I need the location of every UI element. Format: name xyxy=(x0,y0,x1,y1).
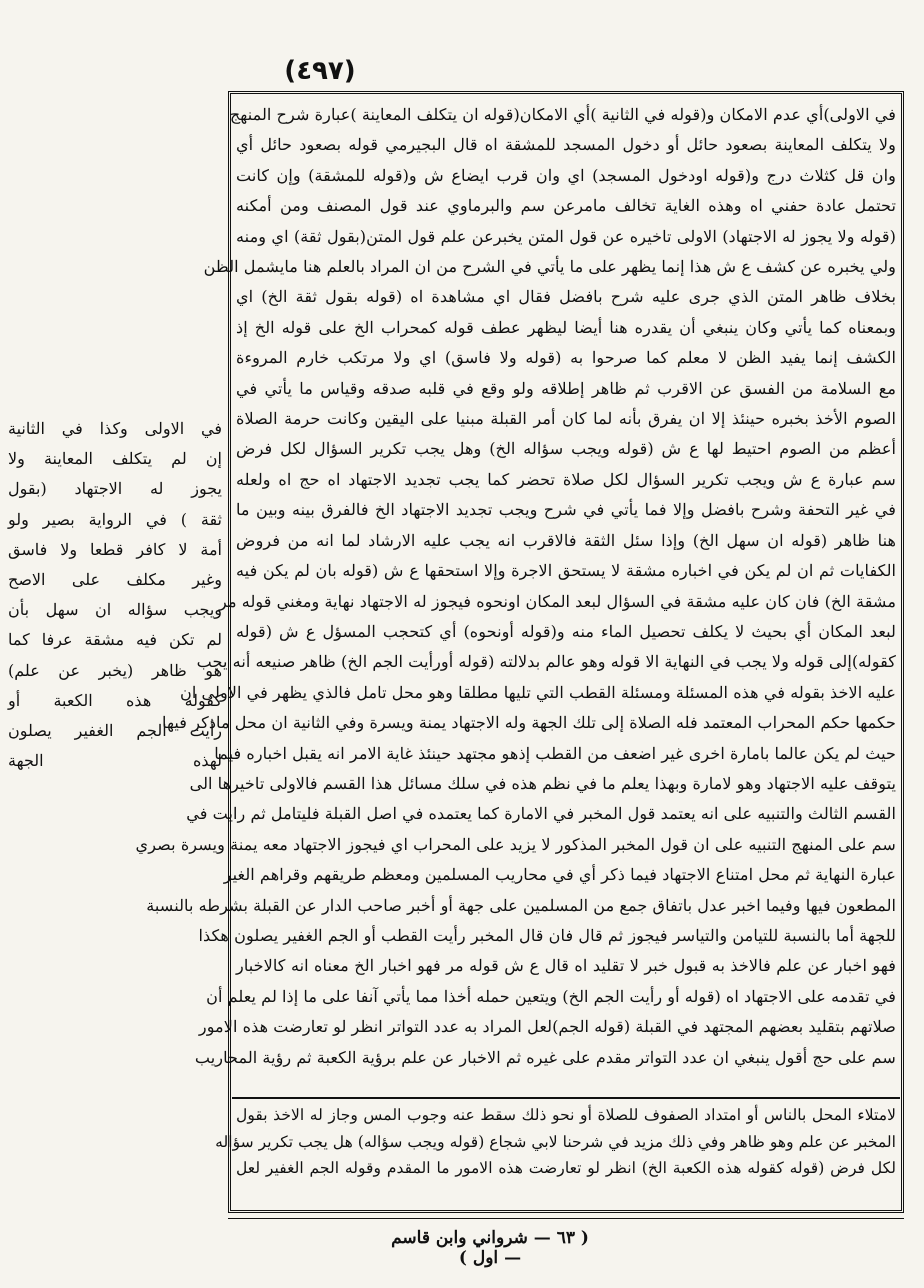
footer-rule xyxy=(228,1218,904,1219)
margin-line: ويجب سؤاله ان سهل بأن xyxy=(8,600,222,620)
text-line: للجهة أما بالنسبة للتيامن والتياسر فيجوز ثم قال فان قال المخبر رأيت القطب أو الجم الغفير يصلون هكذا xyxy=(198,925,896,945)
text-line: تحتمل عادة حفني اه وهذه الغاية تخالف مامرعن سم والبرماوي عند قول المصنف ومن أمكنه xyxy=(236,196,896,216)
margin-line: إن لم يتكلف المعاينة ولا xyxy=(8,449,222,469)
text-line: بخلاف ظاهر المتن الذي جرى عليه شرح بافضل فقال اي مشاهدة اه (قوله بقول ثقة الخ) اي xyxy=(236,287,896,307)
text-line: القسم الثالث والتنبيه على انه يعتمد قول المخبر في الامارة كما يعتمده في اصل القبلة فليتامل ثم رايت في xyxy=(186,804,896,824)
text-line: حيث لم يكن عالما بامارة اخرى غير اضعف من القطب إذهو مجتهد حينئذ غاية الامر انه يقبل اخباره فيما xyxy=(214,743,896,763)
margin-line: وغير مكلف على الاصح xyxy=(8,570,222,590)
text-line: صلاتهم بتقليد بعضهم المجتهد في القبلة (قوله الجم)لعل المراد به عدد التواتر انظر لو تعارضت هذه الامور xyxy=(198,1017,896,1037)
text-line: المطعون فيها وفيما اخبر عدل باتفاق جمع من المسلمين على جهة أو أخبر صاحب الدار عن القبلة بشرطه بالنسبة xyxy=(146,895,896,915)
footnote-line: لامتلاء المحل بالناس أو امتداد الصفوف للصلاة أو نحو ذلك سقط عنه وجوب المس وجاز له الاخذ بقول xyxy=(236,1106,896,1124)
footnote-line: لكل فرض (قوله كقوله هذه الكعبة الخ) انظر لو تعارضت هذه الامور ما المقدم وقوله الجم الغفير لعل xyxy=(236,1159,896,1177)
margin-line: لم تكن فيه مشقة عرفا كما xyxy=(8,630,222,650)
margin-line: في الاولى وكذا في الثانية xyxy=(8,419,222,438)
text-line: سم عبارة ع ش ويجب تكرير السؤال لكل صلاة تحضر كما يجب تجديد الاجتهاد اه حج اه ولعله xyxy=(236,469,896,489)
text-line: وان قل كثلاث درج و(قوله اودخول المسجد) اي وان قرب ايضاع ش و(قوله للمشقة) وإن كانت xyxy=(236,165,896,185)
margin-line: ثقة ) في الرواية بصير ولو xyxy=(8,509,222,529)
text-line: وبمعناه كما يأتي وكان ينبغي أن يقدره هنا أيضا ليظهر عطف قوله كمحراب الخ على قوله الخ إذ xyxy=(236,317,896,337)
text-line: الكشف إنما يفيد الظن لا معلم كما صرحوا به (قوله ولا فاسق) اي ولا مرتكب خارم المروءة xyxy=(236,348,896,368)
margin-line: أمة لا كافر قطعا ولا فاسق xyxy=(8,539,222,559)
footnote-line: المخبر عن علم وهو ظاهر وفي ذلك مزيد في شرحنا لابي شجاع (قوله ويجب سؤاله) هل يجب تكرير سؤاله xyxy=(215,1132,896,1151)
text-line: عليه الاخذ بقوله في هذه المسئلة ومسئلة القطب التي تليها مطلقا وهو محل تامل فالذي يظهر في الاولى ان xyxy=(179,682,896,702)
text-line: مع السلامة من الفسق عن الاقرب ثم ظاهر إطلاقه ولو وقع في قلبه صدقه وقياس ما يأتي في xyxy=(236,378,896,398)
text-line: (قوله ولا يجوز له الاجتهاد) الاولى تاخيره عن قول المتن يخبرعن علم قول المتن(بقول ثقة) اي ومنه xyxy=(236,226,896,246)
text-line: لبعد المكان أي بحيث لا يكلف تحصيل الماء منه و(قوله أونحوه) أي كتحجب المسؤل ع ش (قوله xyxy=(236,621,896,641)
margin-text xyxy=(8,414,222,794)
text-line: سم على المنهج التنبيه على ان قول المخبر المذكور لا يزيد على المحراب اي فيجوز الاجتهاد معه يمنة ويسرة بصري xyxy=(135,834,896,854)
text-line: كقوله)إلى قوله ولا يجب في النهاية الا قوله وهو عالم بدلالته (قوله أورأيت الجم الخ) ظاهر صنيعه أنه يجب xyxy=(196,652,896,672)
text-line: الكفايات ثم ان لم يكن في اخباره مشقة لا يستحق الاجرة وإلا استحقها ع ش (قوله بان لم يكن فيه xyxy=(236,561,896,581)
margin-line: كقوله هذه الكعبة أو xyxy=(8,690,222,710)
text-line: في الاولى)أي عدم الامكان و(قوله في الثانية )أي الامكان(قوله ان يتكلف المعاينة )عبارة شرح المنهج xyxy=(229,105,896,124)
text-line: سم على حج أقول ينبغي ان عدد التواتر مقدم على غيره ثم الاخبار عن علم برؤية الكعبة ثم رؤية المحاريب xyxy=(194,1047,896,1067)
text-line: فهو اخبار عن علم فالاخذ به قبول خبر لا تقليد اه قال ع ش قوله مر فهو اخبار الخ معناه انه كالاخبار xyxy=(236,956,896,976)
footnote-text xyxy=(215,1102,896,1208)
text-line: يتوقف عليه الاجتهاد وهو لامارة وبهذا يعلم ما في نظم هذه في سلك مسائل هذا القسم فالاولى تاخيرها الى xyxy=(189,773,896,793)
margin-line: لهذه الجهة xyxy=(8,751,222,771)
page-number: (٤٩٧) xyxy=(284,56,356,86)
text-line: حكمها حكم المحراب المعتمد فله الصلاة إلى تلك الجهة وله الاجتهاد يمنة ويسرة وفي الثانية ان محل ماذكر فيها xyxy=(162,713,896,733)
text-line: في تقدمه على الاجتهاد اه (قوله أو رأيت الجم الخ) ويتعين حمله أخذا مما يأتي آنفا على ما إذا لم يعلم أن xyxy=(206,986,896,1006)
commentary-text xyxy=(135,100,896,1093)
text-line: أعظم من الصوم احتيط لها ع ش (قوله ويجب سؤاله الخ) وهل يجب تكرير السؤال لكل فرض xyxy=(236,439,896,459)
text-line: في غير التحفة وشرح بافضل وإلا فما يأتي في شرح ويجب تجديد الاجتهاد الخ فالفرق بينه وبين ما xyxy=(236,500,896,520)
margin-line: يجوز له الاجتهاد (بقول xyxy=(8,479,222,499)
text-line: هنا ظاهر (قوله ان سهل الخ) وإذا سئل الثقة فالاقرب انه يجب عليه الارشاد لما انه من فروض xyxy=(236,530,896,550)
text-line: مشقة الخ) فان كان عليه مشقة في السؤال لبعد المكان اونحوه فيجوز له الاجتهاد نهاية ومغني قوله مر xyxy=(219,591,896,611)
text-line: ولي يخبره عن كشف ع ش هذا إنما يظهر على ما يأتي في الشرح من ان المراد بالعلم هنا مايشمل الظن xyxy=(203,257,896,277)
margin-line: هو ظاهر (يخبر عن علم) xyxy=(8,660,222,680)
text-line: عبارة النهاية ثم محل امتناع الاجتهاد فيما ذكر أي في محاريب المسلمين ومعظم طريقهم وقراهم الغير xyxy=(223,865,896,885)
text-line: ولا يتكلف المعاينة بصعود حائل أو دخول المسجد للمشقة اه قال البجيرمي قوله بصعود حائل أي xyxy=(236,135,896,155)
text-line: الصوم الأخذ بخبره حينئذ إلا ان يفرق بأنه لما كان أمر القبلة مبنيا على اليقين وكانت حرمة الصلاة xyxy=(236,409,896,429)
margin-line: رأيت الجم الغفير يصلون xyxy=(8,721,222,741)
footnote-divider xyxy=(232,1097,900,1099)
signature-caption: ( ٦٣ — شرواني وابن قاسم — اول ) xyxy=(391,1228,589,1268)
